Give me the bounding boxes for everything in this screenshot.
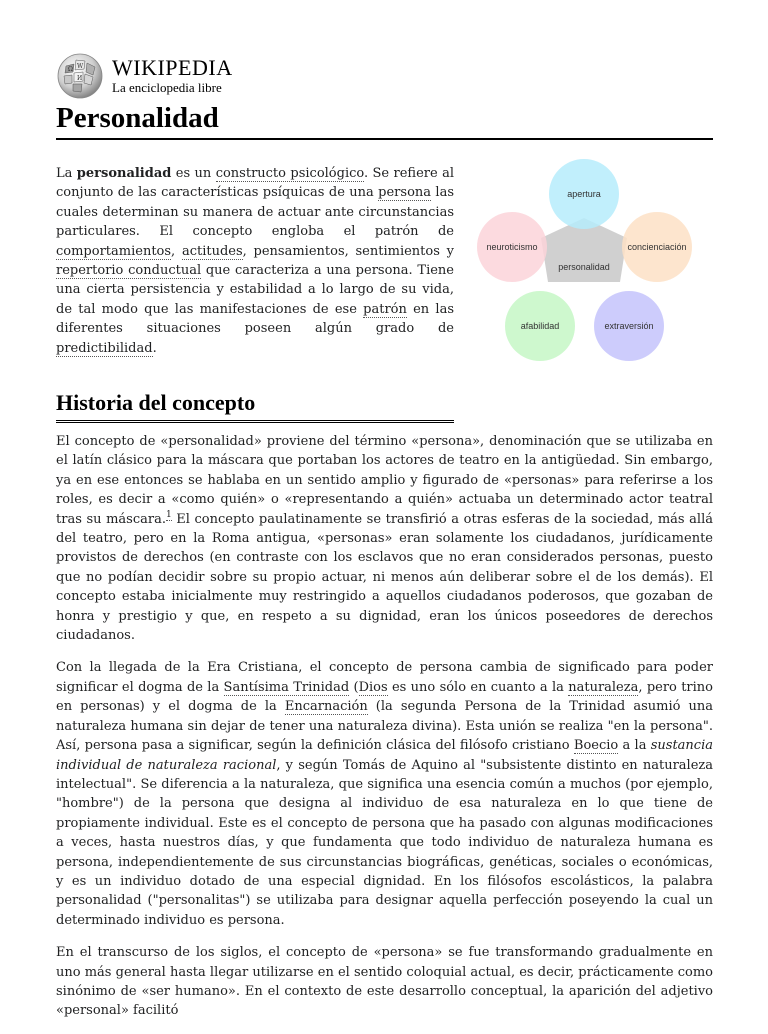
link-santisima-trinidad[interactable]: Santísima Trinidad <box>223 679 350 695</box>
lead-text-run: es un <box>171 166 216 181</box>
history-paragraph-2 <box>56 658 713 930</box>
paragraph-text-run: El concepto paulatinamente se transfirió a otras esferas de la sociedad, más allá del teatro, pero en la Roma antigua, «personas» eran solamente los ciudadanos, jurídicamente provistos de derechos (en contraste con los esclavos que no eran considerados personas, puesto que no podían decidir sobre su propio actuar, ni menos aún deliberar sobre el de los demás). El concepto estaba inicialmente muy restringido a aquellos ciudadanos poderosos, que gozaban de honra y prestigio y que, en respeto a su dignidad, eran los únicos poseedores de derechos ciudadanos. <box>56 511 713 644</box>
lead-text-run: . Se refiere al conjunto de las características psíquicas de una <box>56 166 455 201</box>
page-title: Personalidad <box>56 100 713 140</box>
big-five-diagram[interactable] <box>454 164 713 374</box>
lead-text-run: , <box>171 243 182 259</box>
reference-1[interactable]: 1 <box>165 509 172 520</box>
link-actitudes[interactable]: actitudes <box>181 243 243 259</box>
lead-text-run: , pensamientos, sentimientos y <box>242 243 454 259</box>
trait-label-apertura: apertura <box>567 189 601 199</box>
lead-text-run: las cuales determinan su manera de actuar ante circunstancias particulares. El concepto engloba el patrón de <box>56 185 454 240</box>
lead-text-run: . <box>152 340 157 356</box>
link-dios[interactable]: Dios <box>358 679 388 695</box>
lead-text-run: en las diferentes situaciones poseen algún grado de <box>56 301 454 337</box>
lead-text-run: La <box>56 166 77 181</box>
paragraph-text-run: ( <box>349 679 359 695</box>
lead-paragraph <box>56 164 454 358</box>
paragraph-text-run: a la <box>618 738 651 754</box>
italic-definition: sustancia individual de naturaleza racional <box>56 738 713 773</box>
link-comportamientos[interactable]: comportamientos <box>56 243 172 259</box>
section-heading-historia: Historia del concepto <box>56 390 454 423</box>
paragraph-text-run: El concepto de «personalidad» proviene del término «persona», denominación que se utilizaba en el latín clásico para la máscara que portaban los actores de teatro en la antigüedad. Sin embargo, ya en ese entonces se hablaba en un sentido amplio y figurado de «personas» para referirse a los roles, es decir a «como quién» o «representando a quién» actuaba un determinado actor teatral tras su máscara. <box>56 434 713 527</box>
link-naturaleza[interactable]: naturaleza <box>568 679 639 695</box>
paragraph-text-run: es uno sólo en cuanto a la <box>387 679 569 695</box>
trait-label-extraversion: extraversión <box>604 321 654 331</box>
history-paragraph-1 <box>56 432 713 645</box>
brand-tagline: La enciclopedia libre <box>112 80 222 95</box>
svg-text:W: W <box>77 63 84 70</box>
diagram-center-label: personalidad <box>558 262 610 272</box>
paragraph-text-run: , pero trino en personas) y el dogma de la <box>56 679 713 715</box>
link-constructo-psicologico[interactable]: constructo psicológico <box>215 166 364 181</box>
link-repertorio-conductual[interactable]: repertorio conductual <box>56 263 202 279</box>
link-patron[interactable]: patrón <box>363 301 407 317</box>
trait-label-neuroticismo: neuroticismo <box>486 242 538 252</box>
svg-text:Ω: Ω <box>68 66 73 73</box>
bold-term: personalidad <box>76 166 172 181</box>
link-predictibilidad[interactable]: predictibilidad <box>56 340 153 356</box>
article <box>56 52 713 1034</box>
link-persona[interactable]: persona <box>378 185 432 201</box>
link-boecio[interactable]: Boecio <box>573 738 619 754</box>
wikipedia-globe-logo[interactable] <box>56 52 104 100</box>
brand-block <box>112 57 233 95</box>
link-encarnacion[interactable]: Encarnación <box>284 699 368 715</box>
history-paragraph-3: En el transcurso de los siglos, el concepto de «persona» se fue transformando gradualmente en uno más general hasta llegar utilizarse en el sentido coloquial actual, es decir, prácticamente como sinónimo de «ser humano». En el contexto de este desarrollo conceptual, la aparición del adjetivo «personal» facilitó <box>56 945 713 1019</box>
svg-text:И: И <box>77 75 83 82</box>
lead-text <box>56 164 454 374</box>
diagram-svg <box>454 154 713 374</box>
paragraph-text-run: Con la llegada de la Era Cristiana, el concepto de persona cambia de significado para poder significar el dogma de la <box>56 660 713 695</box>
paragraph-text-run: , y según Tomás de Aquino al "subsistente distinto en naturaleza intelectual". Se diferencia a la naturaleza, que significa una esencia común a muchos (por ejemplo, "hombre") de la persona que designa al individuo de esa naturaleza en lo que tiene de propiamente individual. Este es el concepto de persona que ha pasado con algunas modificaciones a veces, hasta nuestros días, y que fundamenta que todo individuo de naturaleza humana es persona, independientemente de sus circunstancias biográficas, genéticas, sociales o económicas, y es un individuo dotado de una especial dignidad. En los filósofos escolásticos, la palabra personalidad ("personalitas") se utilizaba para designar aquella perfección poseyendo la cual un determinado individuo es persona. <box>56 757 713 928</box>
trait-label-concienciacion: concienciación <box>627 242 687 252</box>
lead-text-run: que caracteriza a una persona. Tiene una cierta persistencia y estabilidad a lo largo de su vida, de tal modo que las manifestaciones de ese <box>56 263 454 317</box>
paragraph-text-run: (la segunda Persona de la Trinidad asumió una naturaleza humana sin dejar de tener una naturaleza divina). Esta unión se realiza "en la persona". Así, persona pasa a significar, según la definición clásica del filósofo cristiano <box>56 699 713 754</box>
brand-name: WIKIPEDIA <box>112 55 233 80</box>
trait-label-afabilidad: afabilidad <box>520 321 560 331</box>
site-header <box>56 52 713 100</box>
lead-section <box>56 164 713 374</box>
